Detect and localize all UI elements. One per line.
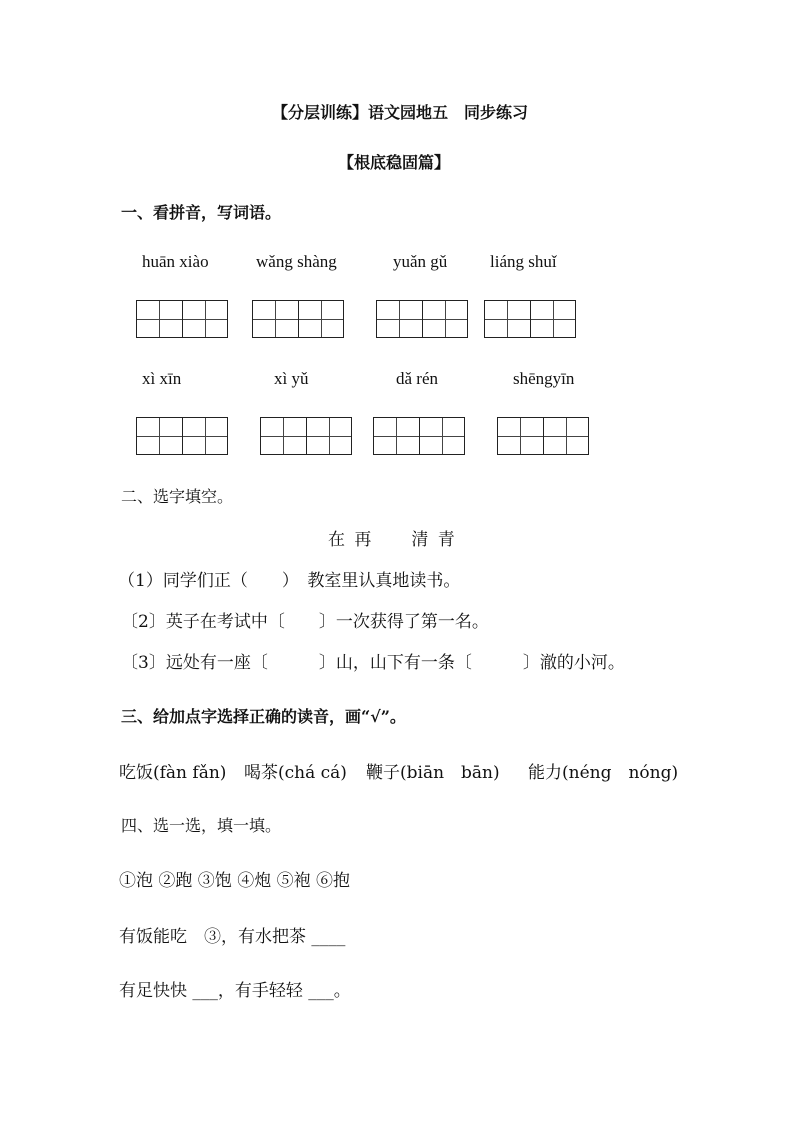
pinyin-2-1: xì xīn: [142, 369, 182, 388]
pinyin-2-4: shēngyīn: [513, 369, 575, 388]
section3-heading: 三、给加点字选择正确的读音，画“√”。: [121, 707, 406, 726]
pinyin-1-4: liáng shuǐ: [490, 252, 557, 271]
section2-heading: 二、选字填空。: [121, 487, 234, 506]
reading-item-2: [244, 758, 347, 783]
reading-options[interactable]: (néng nóng): [562, 763, 679, 783]
section2-options: 在 再 清 青: [328, 530, 457, 550]
section4-line-1: 有饭能吃 ③，有水把茶 ____: [119, 927, 346, 947]
reading-word: 能力: [528, 763, 562, 783]
pinyin-2-3: dǎ rén: [396, 369, 439, 388]
section2-question-3: 〔3〕远处有一座〔 〕山，山下有一条〔 〕澈的小河。: [121, 653, 625, 673]
reading-item-4: [528, 758, 678, 783]
section1-heading: 一、看拼音，写词语。: [121, 203, 282, 222]
reading-options[interactable]: (biān bān): [400, 763, 500, 783]
reading-word: 喝茶: [244, 763, 278, 783]
writing-grid-1-4[interactable]: [484, 300, 576, 338]
reading-options[interactable]: (fàn fǎn): [153, 763, 227, 783]
reading-item-3: [366, 758, 500, 783]
section4-heading: 四、选一选，填一填。: [121, 816, 282, 835]
section4-line-2: 有足快快 ___，有手轻轻 ___。: [119, 981, 351, 1001]
page-subtitle: 【根底稳固篇】: [338, 153, 451, 172]
section2-question-2: 〔2〕英子在考试中〔 〕一次获得了第一名。: [121, 612, 489, 632]
pinyin-2-2: xì yǔ: [274, 369, 309, 388]
writing-grid-2-2[interactable]: [260, 417, 352, 455]
pinyin-1-2: wǎng shàng: [256, 252, 337, 271]
page-title: 【分层训练】语文园地五 同步练习: [272, 103, 529, 122]
reading-word: 鞭子: [366, 763, 400, 783]
reading-item-1: [119, 758, 226, 783]
writing-grid-2-3[interactable]: [373, 417, 465, 455]
section2-question-1: （1）同学们正（ ） 教室里认真地读书。: [118, 571, 461, 591]
pinyin-1-1: huān xiào: [142, 252, 209, 271]
writing-grid-2-1[interactable]: [136, 417, 228, 455]
writing-grid-1-1[interactable]: [136, 300, 228, 338]
section4-choices: ①泡 ②跑 ③饱 ④炮 ⑤袍 ⑥抱: [119, 871, 351, 891]
writing-grid-1-3[interactable]: [376, 300, 468, 338]
pinyin-1-3: yuǎn gǔ: [393, 252, 448, 271]
reading-options[interactable]: (chá cá): [278, 763, 347, 783]
writing-grid-2-4[interactable]: [497, 417, 589, 455]
writing-grid-1-2[interactable]: [252, 300, 344, 338]
reading-word: 吃饭: [119, 763, 153, 783]
